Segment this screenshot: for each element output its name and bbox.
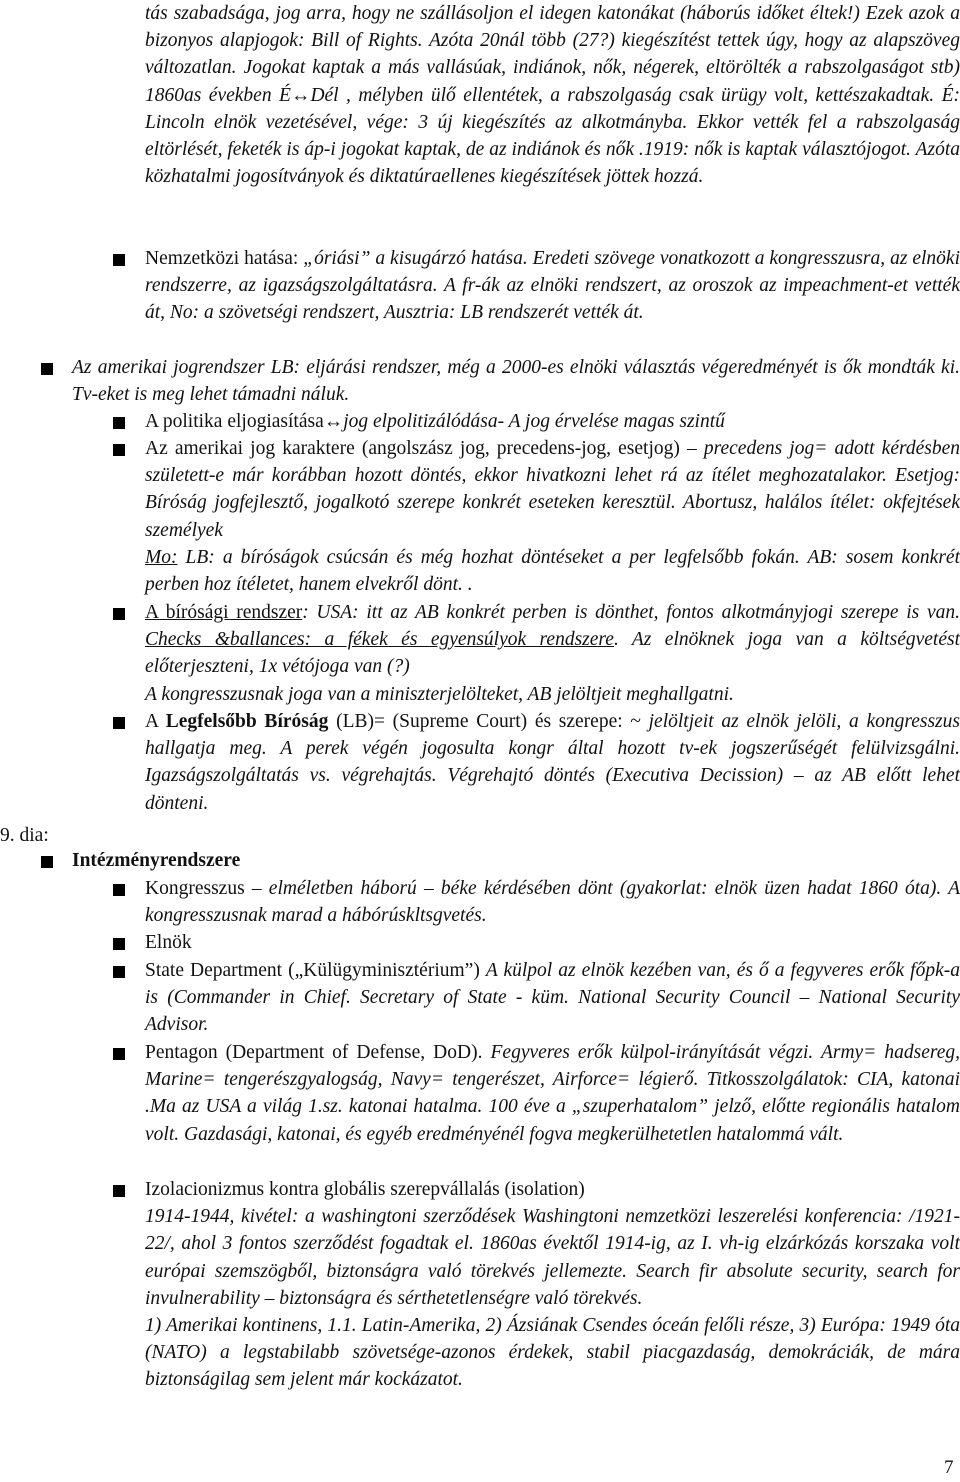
- text-segment: Mo:: [145, 546, 178, 568]
- text-segment: . Az elnöknek joga van a költségvetést előterjeszteni, 1x vétójoga van (?): [145, 629, 960, 678]
- paragraph-us-legal-system: Az amerikai jogrendszer LB: eljárási rendszer, még a 2000-es elnöki választás végeredményét is ők mondták ki. Tv-eket is meg lehet támadni náluk.: [72, 357, 960, 406]
- item-isolationism: [145, 1176, 960, 1394]
- text-segment: A kongresszusnak joga van a miniszterjelölteket, AB jelöltjeit meghallgatni.: [145, 683, 734, 705]
- item-congress: [145, 875, 960, 929]
- text-segment: (LB)= (Supreme Court) és szerepe: ~: [328, 711, 649, 732]
- square-bullet-icon: [113, 417, 125, 429]
- text-segment: jelöltjeit az elnök jelöli, a kongresszus hallgatja meg. A perek végén jogosulta kongr által hozott tv-ek jogszerűségét felülvizsgálni. Igazságszolgáltatás vs. végrehajtás. Végrehajtó döntés (Executiva Decission) – az AB előtt lehet dönteni.: [145, 711, 960, 814]
- text-segment: Pentagon (Department of Defense, DoD).: [145, 1042, 491, 1063]
- text-segment: : USA: itt az AB konkrét perben is dönthet, fontos alkotmányjogi szerepe is van.: [302, 602, 960, 623]
- square-bullet-icon: [41, 856, 53, 868]
- text-segment: A: [145, 711, 166, 732]
- text-segment: Kongresszus –: [145, 878, 269, 899]
- square-bullet-icon: [113, 444, 125, 456]
- paragraph-court-system: [145, 599, 960, 708]
- square-bullet-icon: [113, 608, 125, 620]
- section-heading: Intézményrendszere: [72, 850, 241, 871]
- slide-label: 9. dia:: [0, 825, 49, 846]
- text-segment: A bírósági rendszer: [145, 602, 303, 623]
- item-state-department: [145, 957, 960, 1039]
- square-bullet-icon: [113, 938, 125, 950]
- text-segment: Fegyveres erők külpol-irányítását végzi. Army= hadsereg, Marine= tengerészgyalogság, Navy= tengerészet, Airforce= légierő. Titkosszolgálatok: CIA, katonai .Ma az USA a világ 1.sz. katonai hatalma. 100 éve a „szuperhatalom” jelző, előtte regionális hatalom volt. Gazdasági, katonai, és egyéb eredményénél fogva megkerülhetetlen hatalommá vált.: [145, 1042, 960, 1145]
- square-bullet-icon: [113, 1048, 125, 1060]
- text-segment: LB: a bíróságok csúcsán és még hozhat döntéseket a per legfelsőbb fokán. AB: sosem konkrét perben hoz ítéletet, hanem elvekről dönt. .: [145, 546, 960, 596]
- text-segment: Nemzetközi hatása:: [145, 248, 304, 269]
- text-segment: A politika eljogiasítása↔: [145, 411, 344, 432]
- item-president: Elnök: [145, 932, 192, 953]
- text-segment: State Department („Külügyminisztérium”): [145, 960, 486, 981]
- paragraph-supreme-court: [145, 708, 960, 817]
- page-number: 7: [944, 1457, 954, 1478]
- text-segment: Izolacionizmus kontra globális szerepvállalás (isolation): [145, 1179, 585, 1200]
- square-bullet-icon: [113, 254, 125, 266]
- square-bullet-icon: [113, 717, 125, 729]
- text-segment: Checks &ballances: a fékek és egyensúlyok rendszere: [145, 629, 614, 651]
- square-bullet-icon: [113, 884, 125, 896]
- paragraph-international-impact: [145, 245, 960, 327]
- text-segment: A külpol az elnök kezében van, és ő a fegyveres erők főpk-a is (Commander in Chief. Secretary of State - küm. National Security Council – National Security Advisor.: [145, 960, 960, 1036]
- square-bullet-icon: [113, 966, 125, 978]
- text-segment: 1914-1944, kivétel: a washingtoni szerződések Washingtoni nemzetközi leszerelési konferencia: /1921-22/, ahol 3 fontos szerződést fogadtak el. 1860as évektől 1914-ig, az I. vh-ig elzárkózás korszaka volt európai szemszögből, biztonságra való törekvés jellemezte. Search fir absolute security, search for invulnerability – biztonságra és sérthetetlenségre való törekvés.: [145, 1206, 960, 1309]
- text-segment: Legfelsőbb Bíróság: [165, 711, 329, 732]
- text-segment: jog elpolitizálódása- A jog érvelése magas szintű: [343, 411, 725, 432]
- text-segment: elméletben háború – béke kérdésében dönt (gyakorlat: elnök üzen hadat 1860 óta). A kongresszusnak marad a hábórúskltsgvetés.: [145, 878, 960, 927]
- paragraph-legal-character: [145, 435, 960, 598]
- paragraph-bill-of-rights: tás szabadsága, jog arra, hogy ne szállásoljon el idegen katonákat (háborús időket éltek!) Ezek azok a bizonyos alapjogok: Bill of Rights. Azóta 20nál több (27?) kiegészítést tettek úgy, hogy az alapszöveg változatlan. Jogokat kaptak a más vallásúak, indiánok, nők, négerek, eltörölték a rabszolgaságot stb) 1860as években É↔Dél , mélyben ülő ellentétek, a rabszolgaság csak ürügy volt, kettészakadtak. É: Lincoln elnök vezetésével, vége: 3 új kiegészítés az alkotmányba. Ekkor vették fel a rabszolgaság eltörlését, feketék is áp-i jogokat kaptak, de az indiánok és nők .1919: nők is kaptak választójogot. Azóta közhatalmi jogosítványok és diktatúraellenes kiegészítések jöttek hozzá.: [145, 3, 960, 188]
- text-segment: Az amerikai jog karaktere (angolszász jog, precedens-jog, esetjog) –: [145, 438, 704, 459]
- item-pentagon: [145, 1039, 960, 1148]
- text-segment: Eredeti szövege vonatkozott a kongresszusra, az elnöki rendszerre, az igazságszolgáltatásra. A fr-ák az elnöki rendszert, az oroszok az impeachment-et vették át, No: a szövetségi rendszert, Ausztria: LB rendszerét vették át.: [145, 248, 960, 324]
- text-segment: „óriási” a kisugárzó hatása.: [303, 248, 528, 269]
- text-segment: 1) Amerikai kontinens, 1.1. Latin-Amerika, 2) Ázsiának Csendes óceán felőli része, 3) Európa: 1949 óta (NATO) a legstabilabb szövetsége-azonos érdekek, stabil piacgazdaság, demokráciák, de mára biztonságilag sem jelent már kockázatot.: [145, 1315, 960, 1391]
- text-segment: precedens jog= adott kérdésben született-e már korábban hozott döntés, ekkor hivatkozni lehet rá az ítélet meghozatalakor. Esetjog: Bíróság jogfejlesztő, jogalkotó szerepe konkrét eseteken keresztül. Abortusz, halálos ítélet: okfejtések személyek: [145, 438, 960, 541]
- paragraph-politics-law: [145, 408, 960, 435]
- square-bullet-icon: [113, 1185, 125, 1197]
- square-bullet-icon: [41, 363, 53, 375]
